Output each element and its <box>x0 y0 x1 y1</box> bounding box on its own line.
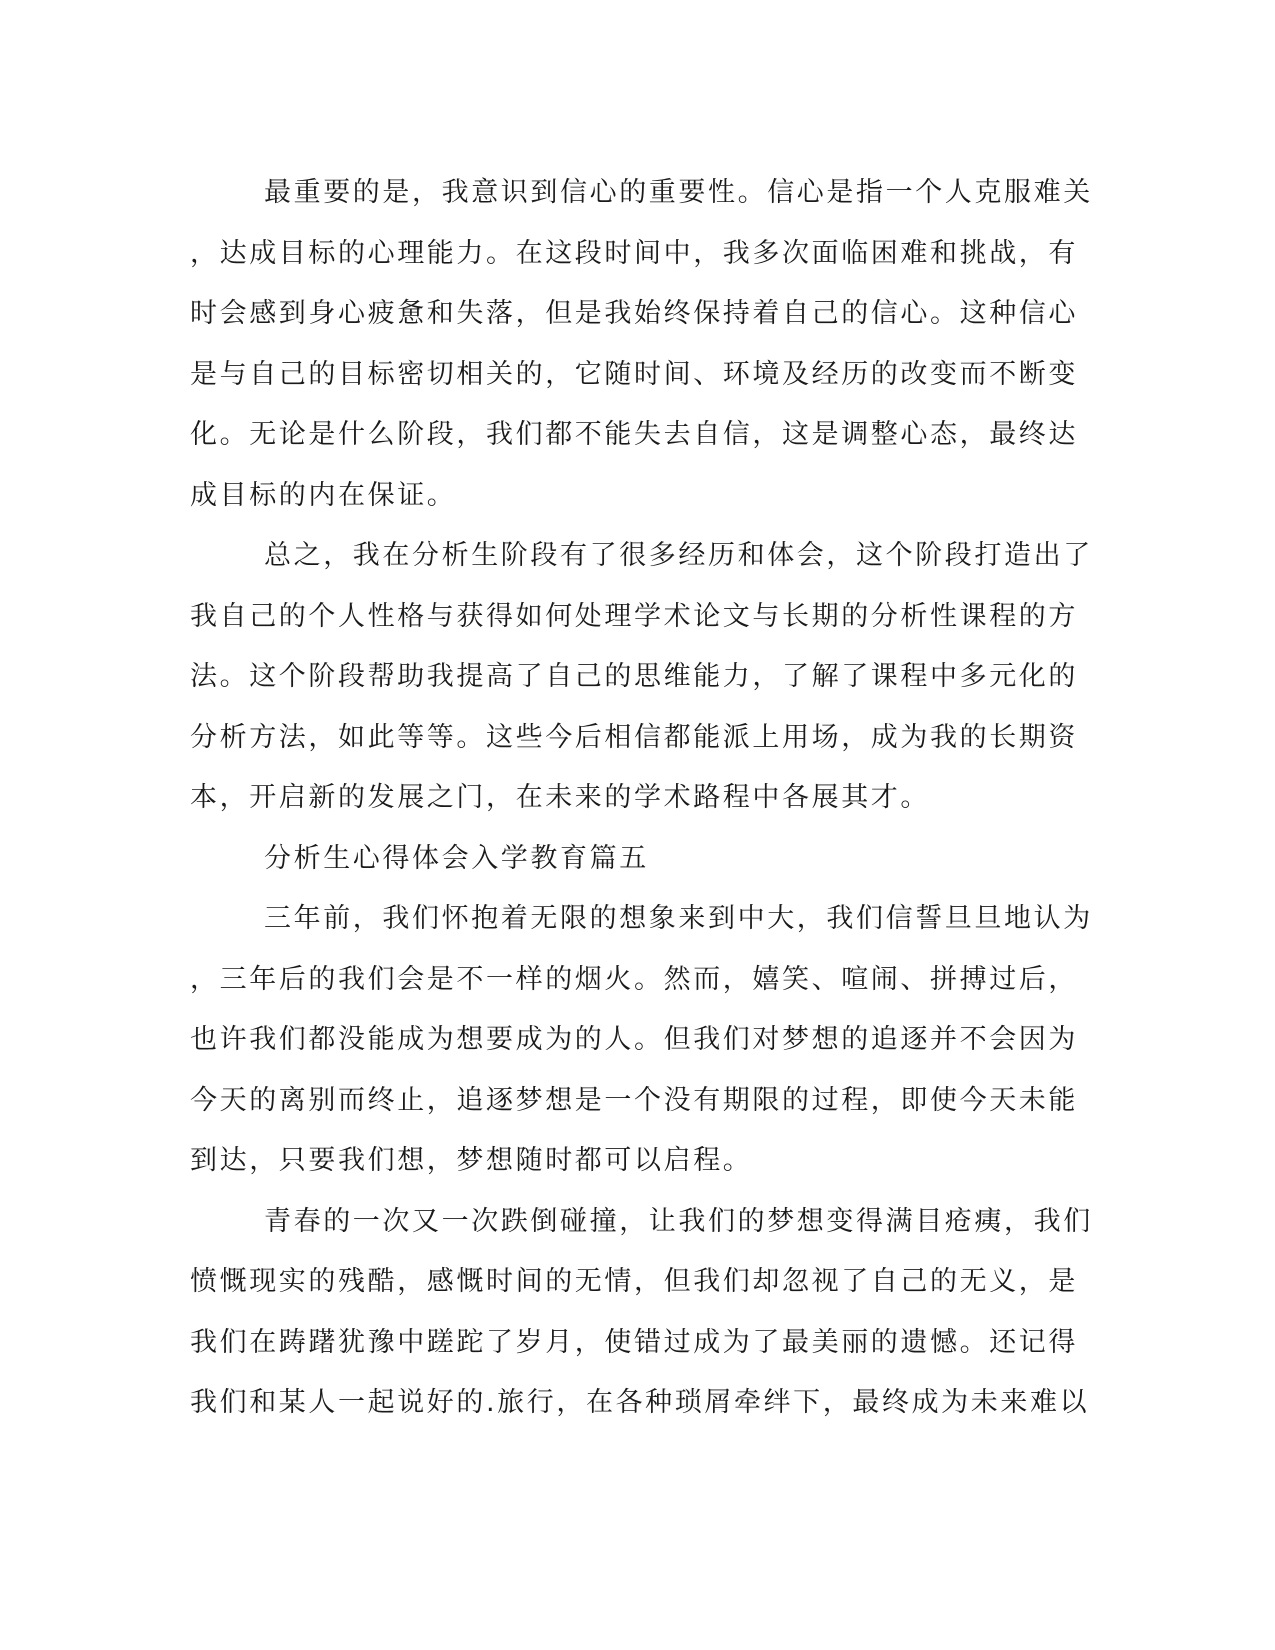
text-line: 三年前，我们怀抱着无限的想象来到中大，我们信誓旦旦地认为 <box>264 903 1093 934</box>
text-line: 是与自己的目标密切相关的，它随时间、环境及经历的改变而不断变 <box>190 358 1078 390</box>
document-body <box>190 163 1093 1434</box>
text-line: 我们在踌躇犹豫中蹉跎了岁月，使错过成为了最美丽的遗憾。还记得 <box>190 1326 1078 1358</box>
text-line: 总之，我在分析生阶段有了很多经历和体会，这个阶段打造出了 <box>264 540 1093 571</box>
text-line: 今天的离别而终止，追逐梦想是一个没有期限的过程，即使今天未能 <box>190 1084 1078 1116</box>
text-line: 法。这个阶段帮助我提高了自己的思维能力，了解了课程中多元化的 <box>190 661 1078 692</box>
text-line: 时会感到身心疲惫和失落，但是我始终保持着自己的信心。这种信心 <box>190 298 1078 329</box>
text-line: 也许我们都没能成为想要成为的人。但我们对梦想的追逐并不会因为 <box>190 1024 1078 1055</box>
text-line: 到达，只要我们想，梦想随时都可以启程。 <box>190 1145 753 1176</box>
text-line: 愤慨现实的残酷，感慨时间的无情，但我们却忽视了自己的无义，是 <box>190 1266 1078 1297</box>
text-line: 本，开启新的发展之门，在未来的学术路程中各展其才。 <box>190 782 930 813</box>
text-line: 最重要的是，我意识到信心的重要性。信心是指一个人克服难关 <box>264 177 1093 208</box>
text-line: 我自己的个人性格与获得如何处理学术论文与长期的分析性课程的方 <box>190 600 1078 632</box>
text-line: 化。无论是什么阶段，我们都不能失去自信，这是调整心态，最终达 <box>190 419 1078 450</box>
text-line: 成目标的内在保证。 <box>190 479 457 511</box>
text-line: ，达成目标的心理能力。在这段时间中，我多次面临困难和挑战，有 <box>190 237 1078 269</box>
text-line: ，三年后的我们会是不一样的烟火。然而，嬉笑、喧闹、拼搏过后， <box>190 963 1078 995</box>
text-line: 我们和某人一起说好的.旅行，在各种琐屑牵绊下，最终成为未来难以 <box>190 1387 1090 1418</box>
text-line: 青春的一次又一次跌倒碰撞，让我们的梦想变得满目疮痍，我们 <box>264 1205 1093 1237</box>
section-heading: 分析生心得体会入学教育篇五 <box>264 842 649 874</box>
text-line: 分析方法，如此等等。这些今后相信都能派上用场，成为我的长期资 <box>190 721 1078 753</box>
